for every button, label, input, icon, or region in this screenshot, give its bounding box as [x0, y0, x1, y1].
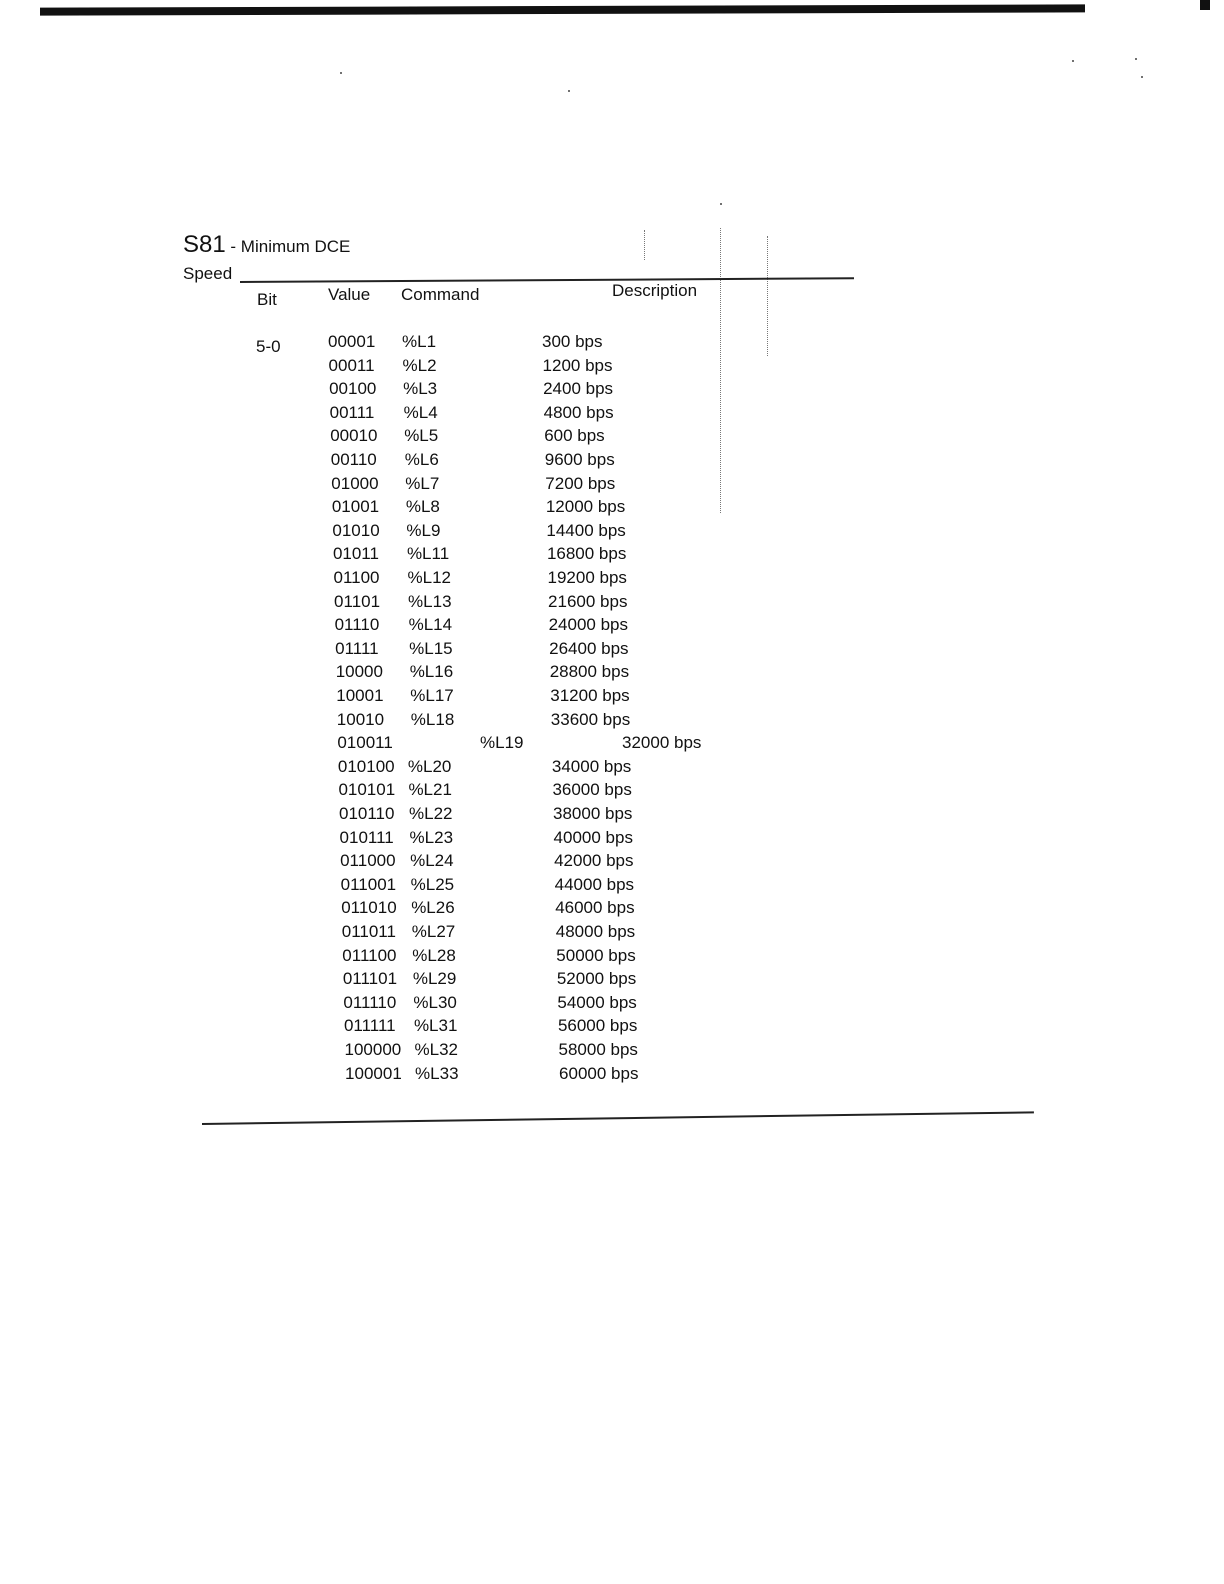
row-description: 300 bps [542, 332, 603, 351]
row-description: 2400 bps [543, 379, 614, 399]
scan-speck [340, 72, 342, 74]
row-command: %L28 [412, 945, 456, 965]
row-command: %L26 [411, 898, 455, 918]
row-command: %L7 [405, 473, 440, 493]
row-value: 011100 [342, 945, 397, 965]
row-value: 00010 [330, 426, 378, 446]
row-description: 34000 bps [551, 756, 632, 776]
row-value: 01011 [332, 544, 379, 564]
row-command: %L29 [412, 969, 457, 989]
row-command: %L27 [411, 922, 456, 941]
row-command: %L11 [406, 544, 450, 564]
row-value: 100001 [345, 1063, 402, 1083]
row-command: %L5 [404, 426, 439, 446]
row-value: 10000 [335, 662, 383, 682]
corner-scan-mark [1200, 0, 1210, 10]
row-command: %L6 [404, 450, 439, 469]
row-value: 01111 [335, 638, 379, 658]
row-description: 60000 bps [559, 1063, 639, 1083]
row-value: 010111 [339, 827, 394, 847]
row-description: 1200 bps [542, 355, 613, 375]
row-value: 01010 [332, 520, 380, 540]
bit-range: 5-0 [256, 337, 281, 356]
row-description: 14400 bps [546, 520, 626, 540]
row-description: 38000 bps [553, 804, 633, 823]
row-value: 011000 [340, 851, 396, 871]
row-command: %L21 [408, 780, 452, 800]
row-value: 011001 [340, 874, 397, 894]
row-description: 12000 bps [545, 497, 626, 517]
scan-dotted-line [767, 236, 768, 356]
row-value: 010110 [339, 804, 395, 823]
row-command: %L4 [403, 402, 438, 422]
row-command: %L15 [409, 638, 453, 658]
row-command: %L31 [413, 1016, 458, 1036]
row-value: 01101 [334, 591, 381, 611]
register-title [183, 231, 350, 259]
row-value: 011101 [342, 969, 398, 989]
row-command: %L8 [405, 497, 440, 517]
row-description: 16800 bps [546, 544, 627, 564]
row-description: 7200 bps [545, 473, 616, 493]
row-description: 28800 bps [549, 662, 630, 682]
row-command: %L23 [409, 827, 454, 847]
row-description: 40000 bps [553, 827, 633, 847]
row-description: 54000 bps [557, 992, 637, 1012]
header-value: Value [328, 285, 371, 304]
scan-speck [1141, 76, 1143, 78]
row-value: 01110 [334, 615, 380, 635]
row-description: 600 bps [544, 426, 605, 446]
row-value: 010101 [338, 780, 396, 800]
row-command: %L18 [410, 709, 455, 729]
row-description: 52000 bps [556, 969, 637, 989]
header-bit: Bit [257, 290, 277, 309]
row-description: 9600 bps [544, 450, 615, 469]
row-command: %L12 [407, 568, 451, 587]
row-command: %L19 [480, 733, 524, 753]
scan-dotted-line [644, 230, 645, 260]
row-command: %L13 [408, 591, 452, 611]
scan-speck [720, 203, 722, 205]
row-value: 011110 [343, 992, 397, 1012]
register-name-continued: Speed [183, 264, 233, 283]
row-value: 010100 [337, 756, 395, 776]
row-value: 01000 [331, 473, 379, 493]
row-description: 42000 bps [554, 851, 634, 871]
row-description: 4800 bps [543, 402, 614, 422]
row-value: 10001 [336, 686, 384, 705]
scan-dotted-line [720, 228, 721, 513]
row-description: 26400 bps [549, 638, 629, 658]
row-command: %L24 [410, 851, 454, 871]
row-value: 00110 [330, 450, 377, 469]
scan-speck [1135, 58, 1137, 60]
row-command: %L2 [402, 355, 437, 375]
row-description: 19200 bps [547, 568, 627, 587]
row-value: 011010 [341, 898, 397, 918]
header-description: Description [612, 281, 698, 300]
row-command: %L33 [415, 1063, 459, 1083]
row-value: 010011 [337, 733, 393, 753]
row-description: 46000 bps [555, 898, 635, 918]
row-description: 50000 bps [556, 945, 636, 965]
bottom-rule [202, 1111, 1034, 1125]
row-command: %L25 [410, 874, 455, 894]
row-description: 24000 bps [548, 615, 628, 635]
row-description: 56000 bps [557, 1016, 638, 1036]
row-description: 58000 bps [558, 1040, 638, 1059]
row-description: 44000 bps [554, 874, 635, 894]
row-value: 011011 [341, 922, 396, 941]
row-description: 36000 bps [552, 780, 632, 800]
row-description: 31200 bps [550, 686, 630, 705]
row-value: 00111 [329, 402, 375, 422]
row-command: %L22 [409, 804, 453, 823]
row-command: %L17 [410, 686, 454, 705]
top-scan-edge-rule [40, 4, 1085, 15]
register-id: S81 [183, 231, 226, 258]
row-value: 100000 [344, 1040, 402, 1059]
row-command: %L3 [403, 379, 438, 399]
row-command: %L9 [406, 520, 441, 540]
register-name: - Minimum DCE [225, 237, 351, 256]
row-value: 01001 [331, 497, 380, 517]
header-command: Command [401, 285, 480, 304]
scan-speck [568, 90, 570, 92]
row-description: 32000 bps [622, 733, 702, 753]
row-command: %L1 [402, 332, 437, 351]
row-value: 011111 [343, 1016, 396, 1036]
row-description: 48000 bps [555, 922, 636, 941]
scan-speck [1072, 60, 1074, 62]
row-command: %L20 [407, 756, 452, 776]
row-command: %L14 [408, 615, 453, 635]
row-description: 21600 bps [548, 591, 628, 611]
title-underline [240, 277, 854, 283]
row-value: 00001 [328, 332, 376, 351]
row-command: %L16 [409, 662, 454, 682]
row-command: %L30 [413, 992, 457, 1012]
row-value: 01100 [333, 568, 380, 587]
row-value: 00100 [329, 379, 377, 399]
row-value: 00011 [328, 355, 375, 375]
row-command: %L32 [414, 1040, 458, 1059]
row-value: 10010 [336, 709, 385, 729]
row-description: 33600 bps [550, 709, 631, 729]
